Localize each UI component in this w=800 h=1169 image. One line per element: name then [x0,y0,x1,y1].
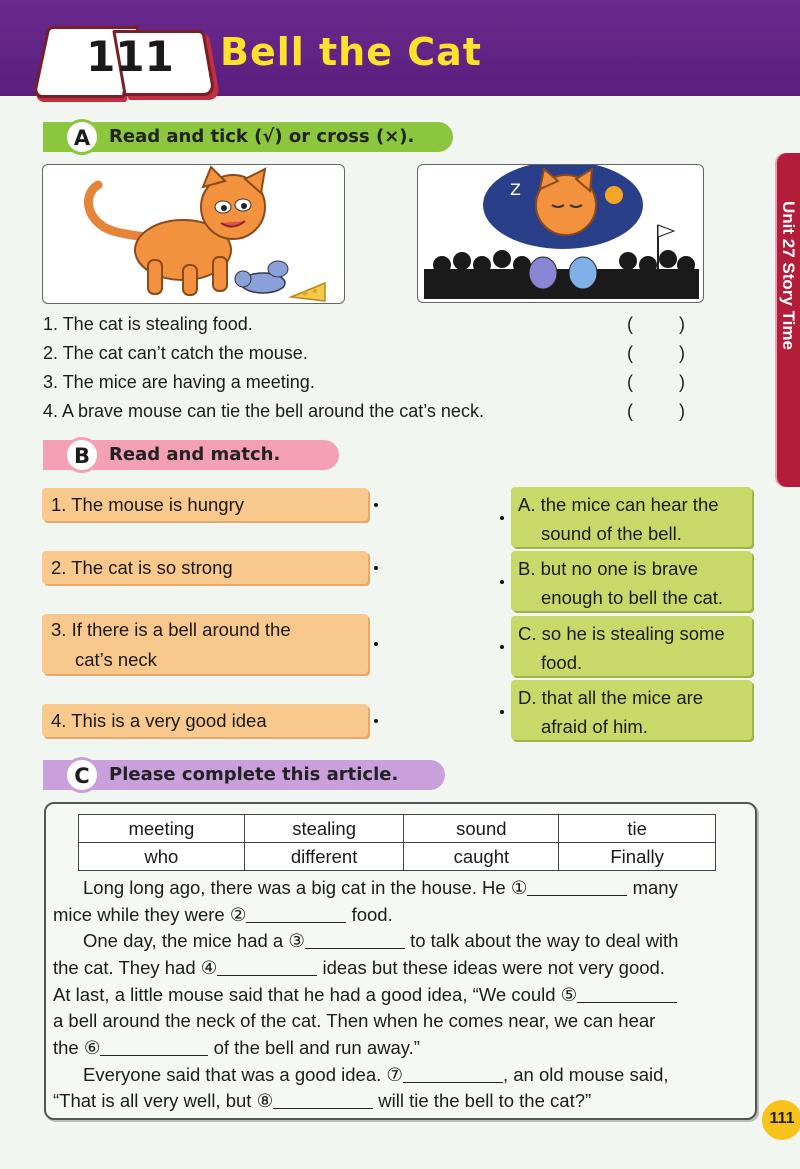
match-right-d[interactable] [511,680,752,740]
blank-2[interactable] [246,905,346,923]
match-left-3-line1: 3. If there is a bell around the [51,619,291,640]
word-bank-cell: meeting [79,815,245,843]
cat-stealing-picture [42,164,345,304]
page-number: 111 [762,1100,800,1140]
word-bank-cell: sound [404,815,559,843]
answer-bracket-3[interactable]: ( ) [627,372,685,392]
word-bank-cell: Finally [559,843,716,871]
word-bank-row [79,815,716,843]
svg-text:Z: Z [510,180,521,199]
match-right-a-line2: sound of the bell. [541,523,682,544]
match-left-4[interactable]: 4. This is a very good idea [42,704,368,737]
match-right-a-line1: A. the mice can hear the [518,494,719,515]
match-dot-left-3[interactable] [374,642,378,646]
section-a-banner [43,122,453,152]
article-line-9: “That is all very well, but ⑧ will tie the bell to the cat?” [53,1090,592,1111]
match-right-c-line1: C. so he is stealing some [518,623,725,644]
match-left-1[interactable]: 1. The mouse is hungry [42,488,368,521]
word-bank-row [79,843,716,871]
lesson-number: 111 [86,32,174,81]
cat-illustration [43,165,345,304]
word-bank-cell: tie [559,815,716,843]
section-a-instruction: Read and tick (√) or cross (×). [109,126,415,147]
match-right-b-line2: enough to bell the cat. [541,587,724,608]
tick-item-3: 3. The mice are having a meeting. [43,372,315,392]
article-line-1: Long long ago, there was a big cat in the house. He ① many [83,877,678,898]
match-dot-right-d[interactable] [500,710,504,714]
match-right-a[interactable] [511,487,752,547]
mice-meeting-illustration [418,165,704,303]
article-line-8: Everyone said that was a good idea. ⑦ , an old mouse said, [83,1064,669,1085]
page-title: Bell the Cat [220,30,482,74]
tick-item-1: 1. The cat is stealing food. [43,314,253,334]
answer-bracket-4[interactable]: ( ) [627,401,685,421]
blank-1[interactable] [527,878,627,896]
match-right-d-line2: afraid of him. [541,716,648,737]
match-left-2[interactable]: 2. The cat is so strong [42,551,368,584]
section-c-instruction: Please complete this article. [109,764,399,785]
article-line-2: mice while they were ② food. [53,904,393,925]
mice-meeting-picture [417,164,704,303]
tick-item-2: 2. The cat can’t catch the mouse. [43,343,308,363]
match-dot-left-1[interactable] [374,503,378,507]
blank-4[interactable] [217,958,317,976]
section-b-instruction: Read and match. [109,444,281,465]
section-c-badge: C [64,757,100,793]
section-b-badge: B [64,437,100,473]
blank-8[interactable] [273,1091,373,1109]
word-bank-table [78,814,716,871]
unit-side-tab [777,153,800,487]
match-right-d-line1: D. that all the mice are [518,687,704,708]
match-dot-right-b[interactable] [500,580,504,584]
article-line-3: One day, the mice had a ③ to talk about the way to deal with [83,930,679,951]
blank-3[interactable] [305,931,405,949]
blank-6[interactable] [100,1038,208,1056]
match-dot-left-2[interactable] [374,566,378,570]
blank-7[interactable] [403,1065,503,1083]
match-left-3[interactable] [42,614,368,674]
match-dot-right-a[interactable] [500,516,504,520]
article-line-6: a bell around the neck of the cat. Then when he comes near, we can hear [53,1010,656,1031]
answer-bracket-2[interactable]: ( ) [627,343,685,363]
match-right-c[interactable] [511,616,752,676]
match-dot-right-c[interactable] [500,645,504,649]
match-right-b-line1: B. but no one is brave [518,558,698,579]
tick-item-4: 4. A brave mouse can tie the bell around the cat’s neck. [43,401,484,421]
match-right-b[interactable] [511,551,752,611]
section-c-banner [43,760,445,790]
match-dot-left-4[interactable] [374,719,378,723]
match-left-3-line2: cat’s neck [75,649,157,670]
answer-bracket-1[interactable]: ( ) [627,314,685,334]
article-line-4: the cat. They had ④ ideas but these ideas were not very good. [53,957,665,978]
side-tab-label: Unit 27 Story Time [779,201,798,350]
word-bank-cell: caught [404,843,559,871]
section-a-badge: A [64,119,100,155]
word-bank-cell: who [79,843,245,871]
article-line-5: At last, a little mouse said that he had a good idea, “We could ⑤ [53,984,753,1006]
word-bank-cell: different [244,843,404,871]
blank-5[interactable] [577,985,677,1003]
match-right-c-line2: food. [541,652,583,673]
word-bank-cell: stealing [244,815,404,843]
article-line-7: the ⑥ of the bell and run away.” [53,1037,420,1058]
